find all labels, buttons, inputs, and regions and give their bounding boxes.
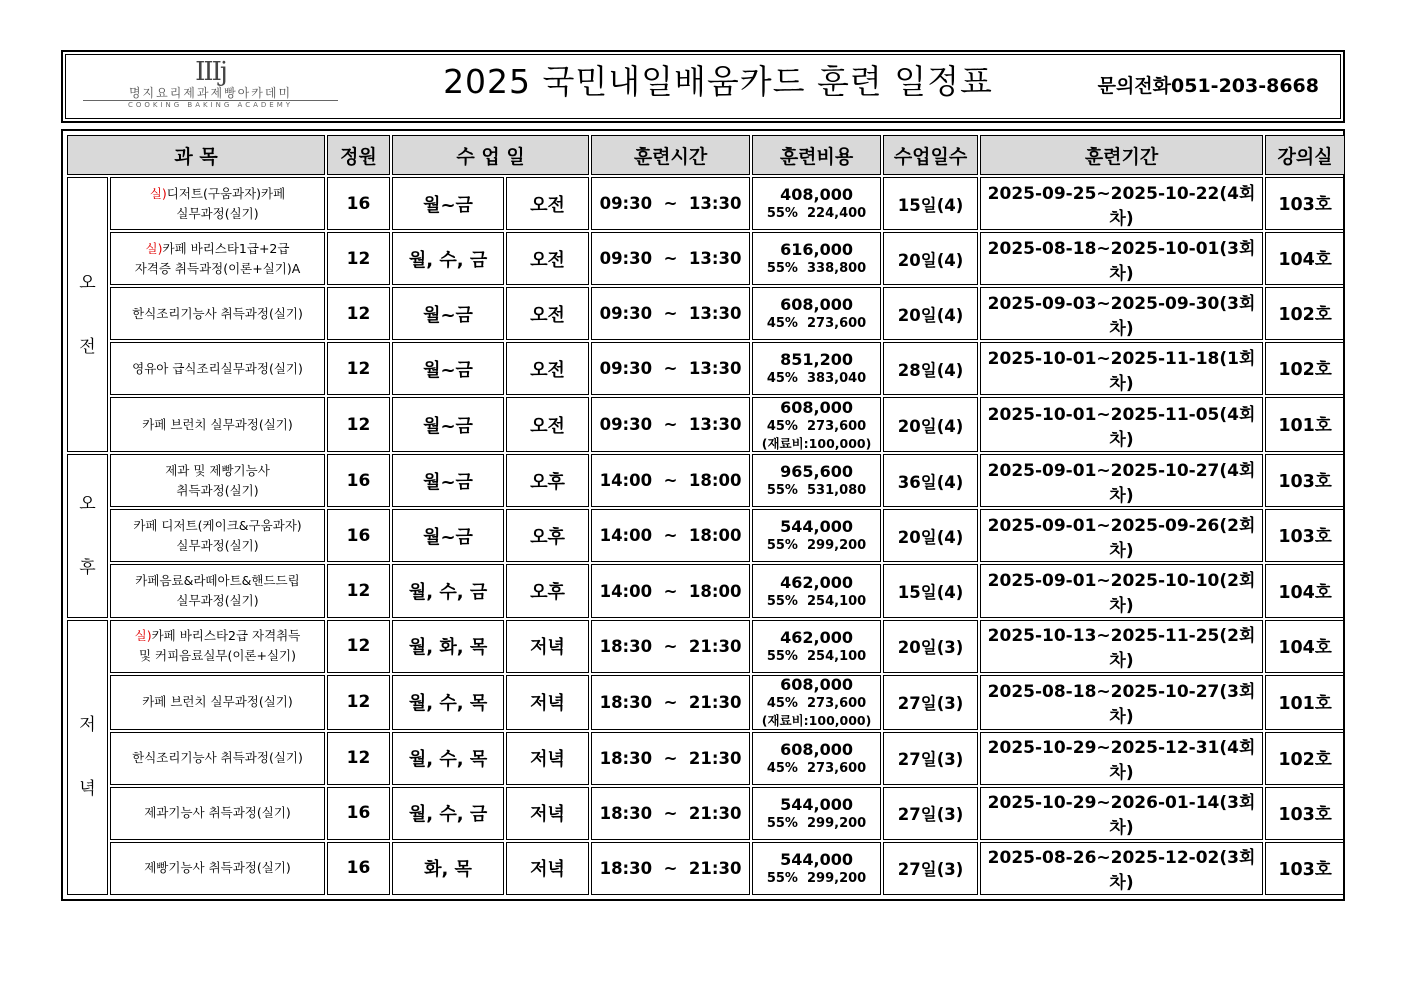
capacity-cell: 12 xyxy=(327,620,390,673)
table-row xyxy=(67,397,1345,452)
course-line2: 실무과정(실기) xyxy=(176,205,259,221)
course-line1: 카페 브런치 실무과정(실기) xyxy=(142,694,293,710)
training-fee-cell xyxy=(752,620,881,673)
time-of-day-cell: 오전 xyxy=(506,342,589,395)
table-row xyxy=(67,454,1345,507)
capacity-cell: 12 xyxy=(327,342,390,395)
course-name xyxy=(110,675,325,730)
period-char: 저 xyxy=(79,715,96,736)
classroom-cell: 104호 xyxy=(1265,620,1345,673)
capacity-cell: 12 xyxy=(327,287,390,340)
fee-full: 544,000 xyxy=(780,517,853,537)
training-fee-cell xyxy=(752,732,881,785)
training-period-cell: 2025-08-18~2025-10-27(3회차) xyxy=(980,675,1263,730)
course-name xyxy=(110,454,325,507)
course-line1: 카페 바리스타1급+2급 xyxy=(162,240,290,256)
period-char: 오 xyxy=(79,272,96,293)
time-of-day-cell: 오전 xyxy=(506,397,589,452)
time-of-day-cell: 저녁 xyxy=(506,842,589,895)
fee-self-pay: 55% 254,100 xyxy=(766,648,867,664)
header-training-fee: 훈련비용 xyxy=(752,135,881,175)
training-period-cell: 2025-09-25~2025-10-22(4회차) xyxy=(980,177,1263,230)
fee-self-pay: 55% 299,200 xyxy=(766,538,867,554)
course-line2: 및 커피음료실무(이론+실기) xyxy=(138,648,297,664)
training-time-cell: 18:30 ~ 21:30 xyxy=(591,842,750,895)
course-line1: 카페 브런치 실무과정(실기) xyxy=(142,416,293,432)
class-count-cell: 15일(4) xyxy=(883,177,978,230)
classroom-cell: 103호 xyxy=(1265,509,1345,562)
course-line1: 카페 바리스타2급 자격취득 xyxy=(151,628,301,644)
class-days-cell: 월, 수, 금 xyxy=(392,787,504,840)
capacity-cell: 12 xyxy=(327,232,390,285)
class-count-cell: 36일(4) xyxy=(883,454,978,507)
fee-full: 851,200 xyxy=(780,350,853,370)
course-name xyxy=(110,787,325,840)
training-period-cell: 2025-09-01~2025-09-26(2회차) xyxy=(980,509,1263,562)
class-days-cell: 월, 수, 금 xyxy=(392,232,504,285)
course-line1: 디저트(구움과자)카페 xyxy=(166,185,286,201)
training-period-cell: 2025-08-18~2025-10-01(3회차) xyxy=(980,232,1263,285)
capacity-cell: 12 xyxy=(327,564,390,617)
header-training-period: 훈련기간 xyxy=(980,135,1263,175)
class-days-cell: 월~금 xyxy=(392,397,504,452)
classroom-cell: 101호 xyxy=(1265,397,1345,452)
fee-full: 462,000 xyxy=(780,627,853,647)
table-row xyxy=(67,842,1345,895)
fee-full: 608,000 xyxy=(780,739,853,759)
training-time-cell: 14:00 ~ 18:00 xyxy=(591,509,750,562)
classroom-cell: 101호 xyxy=(1265,675,1345,730)
training-time-cell: 09:30 ~ 13:30 xyxy=(591,177,750,230)
fee-self-pay: 55% 299,200 xyxy=(766,870,867,886)
period-cell-morning xyxy=(67,177,108,452)
training-time-cell: 09:30 ~ 13:30 xyxy=(591,342,750,395)
training-fee-cell xyxy=(752,564,881,617)
logo-mark: ΙΙΙϳ xyxy=(195,57,226,87)
training-time-cell: 09:30 ~ 13:30 xyxy=(591,287,750,340)
fee-self-pay: 45% 273,600 xyxy=(766,696,867,712)
fee-full: 544,000 xyxy=(780,794,853,814)
fee-full: 462,000 xyxy=(780,572,853,592)
class-count-cell: 20일(4) xyxy=(883,509,978,562)
training-fee-cell xyxy=(752,342,881,395)
fee-self-pay: 45% 273,600 xyxy=(766,316,867,332)
fee-self-pay: 45% 273,600 xyxy=(766,760,867,776)
logo-english-name: COOKING BAKING ACADEMY xyxy=(127,101,294,109)
fee-full: 408,000 xyxy=(780,185,853,205)
training-time-cell: 18:30 ~ 21:30 xyxy=(591,675,750,730)
training-period-cell: 2025-09-03~2025-09-30(3회차) xyxy=(980,287,1263,340)
course-line1: 제과기능사 취득과정(실기) xyxy=(144,805,291,821)
schedule-table xyxy=(65,133,1347,897)
header-training-time: 훈련시간 xyxy=(591,135,750,175)
course-name xyxy=(110,342,325,395)
header-box xyxy=(61,50,1345,123)
class-days-cell: 월, 수, 목 xyxy=(392,675,504,730)
course-line2: 실무과정(실기) xyxy=(176,537,259,553)
table-row xyxy=(67,342,1345,395)
capacity-cell: 16 xyxy=(327,454,390,507)
classroom-cell: 103호 xyxy=(1265,787,1345,840)
training-fee-cell xyxy=(752,675,881,730)
training-time-cell: 18:30 ~ 21:30 xyxy=(591,620,750,673)
training-period-cell: 2025-10-01~2025-11-18(1회차) xyxy=(980,342,1263,395)
period-char: 녁 xyxy=(79,779,96,800)
fee-full: 616,000 xyxy=(780,240,853,260)
class-count-cell: 27일(3) xyxy=(883,842,978,895)
classroom-cell: 102호 xyxy=(1265,732,1345,785)
fee-full: 608,000 xyxy=(780,675,853,695)
capacity-cell: 12 xyxy=(327,675,390,730)
time-of-day-cell: 오후 xyxy=(506,564,589,617)
training-period-cell: 2025-10-01~2025-11-05(4회차) xyxy=(980,397,1263,452)
schedule-table-frame xyxy=(61,129,1345,901)
logo-korean-name: 명지요리제과제빵아카데미 xyxy=(83,86,338,101)
course-line1: 한식조리기능사 취득과정(실기) xyxy=(132,750,303,766)
training-fee-cell xyxy=(752,232,881,285)
course-name xyxy=(110,177,325,230)
training-period-cell: 2025-08-26~2025-12-02(3회차) xyxy=(980,842,1263,895)
capacity-cell: 16 xyxy=(327,842,390,895)
table-row xyxy=(67,620,1345,673)
course-line2: 취득과정(실기) xyxy=(176,482,259,498)
table-row xyxy=(67,232,1345,285)
class-count-cell: 20일(3) xyxy=(883,620,978,673)
fee-self-pay: 55% 299,200 xyxy=(766,815,867,831)
header-class-days: 수 업 일 xyxy=(392,135,589,175)
fee-self-pay: 45% 273,600 xyxy=(766,418,867,434)
table-row xyxy=(67,564,1345,617)
time-of-day-cell: 저녁 xyxy=(506,787,589,840)
course-name xyxy=(110,620,325,673)
training-time-cell: 14:00 ~ 18:00 xyxy=(591,564,750,617)
class-count-cell: 20일(4) xyxy=(883,397,978,452)
course-line1: 제빵기능사 취득과정(실기) xyxy=(144,860,291,876)
academy-logo xyxy=(83,58,338,114)
classroom-cell: 103호 xyxy=(1265,177,1345,230)
capacity-cell: 16 xyxy=(327,787,390,840)
course-name xyxy=(110,732,325,785)
class-days-cell: 월, 수, 목 xyxy=(392,732,504,785)
training-period-cell: 2025-09-01~2025-10-10(2회차) xyxy=(980,564,1263,617)
capacity-cell: 16 xyxy=(327,509,390,562)
training-period-cell: 2025-09-01~2025-10-27(4회차) xyxy=(980,454,1263,507)
time-of-day-cell: 오후 xyxy=(506,454,589,507)
schedule-body xyxy=(67,177,1345,895)
training-fee-cell xyxy=(752,509,881,562)
training-time-cell: 14:00 ~ 18:00 xyxy=(591,454,750,507)
capacity-cell: 12 xyxy=(327,397,390,452)
class-count-cell: 15일(4) xyxy=(883,564,978,617)
fee-self-pay: 55% 531,080 xyxy=(766,483,867,499)
table-row xyxy=(67,177,1345,230)
course-name xyxy=(110,842,325,895)
classroom-cell: 104호 xyxy=(1265,564,1345,617)
period-cell-evening xyxy=(67,620,108,895)
period-char: 후 xyxy=(79,557,96,578)
course-line1: 카페음료&라떼아트&핸드드립 xyxy=(135,573,300,589)
classroom-cell: 103호 xyxy=(1265,454,1345,507)
classroom-cell: 103호 xyxy=(1265,842,1345,895)
class-days-cell: 월, 수, 금 xyxy=(392,564,504,617)
course-line1: 제과 및 제빵기능사 xyxy=(165,462,270,478)
training-fee-cell xyxy=(752,454,881,507)
time-of-day-cell: 저녁 xyxy=(506,675,589,730)
material-fee-note: (재료비:100,000) xyxy=(761,435,872,451)
table-row xyxy=(67,787,1345,840)
fee-self-pay: 55% 224,400 xyxy=(766,206,867,222)
training-fee-cell xyxy=(752,177,881,230)
training-fee-cell xyxy=(752,287,881,340)
fee-self-pay: 45% 383,040 xyxy=(766,371,867,387)
class-count-cell: 27일(3) xyxy=(883,732,978,785)
header-course: 과 목 xyxy=(67,135,325,175)
class-days-cell: 월, 화, 목 xyxy=(392,620,504,673)
header-row xyxy=(67,135,1345,175)
training-time-cell: 09:30 ~ 13:30 xyxy=(591,397,750,452)
course-line1: 한식조리기능사 취득과정(실기) xyxy=(132,305,303,321)
course-line1: 영유아 급식조리실무과정(실기) xyxy=(132,360,303,376)
class-count-cell: 20일(4) xyxy=(883,232,978,285)
time-of-day-cell: 오전 xyxy=(506,232,589,285)
time-of-day-cell: 저녁 xyxy=(506,620,589,673)
period-cell-afternoon xyxy=(67,454,108,617)
classroom-cell: 102호 xyxy=(1265,342,1345,395)
contact-phone: 문의전화051-203-8668 xyxy=(1097,75,1319,97)
class-days-cell: 월~금 xyxy=(392,509,504,562)
period-char: 오 xyxy=(79,493,96,514)
table-row xyxy=(67,509,1345,562)
table-row xyxy=(67,287,1345,340)
header-classroom: 강의실 xyxy=(1265,135,1345,175)
page-title: 2025 국민내일배움카드 훈련 일정표 xyxy=(443,62,993,101)
class-count-cell: 27일(3) xyxy=(883,675,978,730)
class-count-cell: 27일(3) xyxy=(883,787,978,840)
time-of-day-cell: 오전 xyxy=(506,287,589,340)
training-period-cell: 2025-10-29~2025-12-31(4회차) xyxy=(980,732,1263,785)
training-period-cell: 2025-10-29~2026-01-14(3회차) xyxy=(980,787,1263,840)
training-period-cell: 2025-10-13~2025-11-25(2회차) xyxy=(980,620,1263,673)
fee-full: 544,000 xyxy=(780,849,853,869)
training-time-cell: 09:30 ~ 13:30 xyxy=(591,232,750,285)
training-fee-cell xyxy=(752,397,881,452)
course-name xyxy=(110,287,325,340)
time-of-day-cell: 오전 xyxy=(506,177,589,230)
fee-self-pay: 55% 254,100 xyxy=(766,593,867,609)
course-name xyxy=(110,509,325,562)
practice-prefix: 실) xyxy=(149,185,167,201)
fee-self-pay: 55% 338,800 xyxy=(766,261,867,277)
training-time-cell: 18:30 ~ 21:30 xyxy=(591,787,750,840)
course-name xyxy=(110,564,325,617)
training-fee-cell xyxy=(752,787,881,840)
class-days-cell: 월~금 xyxy=(392,287,504,340)
class-count-cell: 28일(4) xyxy=(883,342,978,395)
class-days-cell: 월~금 xyxy=(392,342,504,395)
fee-full: 965,600 xyxy=(780,462,853,482)
practice-prefix: 실) xyxy=(134,628,152,644)
training-time-cell: 18:30 ~ 21:30 xyxy=(591,732,750,785)
fee-full: 608,000 xyxy=(780,397,853,417)
classroom-cell: 104호 xyxy=(1265,232,1345,285)
header-class-count: 수업일수 xyxy=(883,135,978,175)
practice-prefix: 실) xyxy=(145,240,163,256)
classroom-cell: 102호 xyxy=(1265,287,1345,340)
class-days-cell: 월~금 xyxy=(392,454,504,507)
time-of-day-cell: 오후 xyxy=(506,509,589,562)
course-line2: 실무과정(실기) xyxy=(176,593,259,609)
table-row xyxy=(67,732,1345,785)
period-char: 전 xyxy=(79,336,96,357)
class-days-cell: 화, 목 xyxy=(392,842,504,895)
course-line1: 카페 디저트(케이크&구움과자) xyxy=(133,517,302,533)
table-row xyxy=(67,675,1345,730)
capacity-cell: 12 xyxy=(327,732,390,785)
course-name xyxy=(110,232,325,285)
class-count-cell: 20일(4) xyxy=(883,287,978,340)
course-line2: 자격증 취득과정(이론+실기)A xyxy=(134,260,301,276)
course-name xyxy=(110,397,325,452)
training-fee-cell xyxy=(752,842,881,895)
time-of-day-cell: 저녁 xyxy=(506,732,589,785)
fee-full: 608,000 xyxy=(780,295,853,315)
material-fee-note: (재료비:100,000) xyxy=(761,713,872,729)
capacity-cell: 16 xyxy=(327,177,390,230)
header-capacity: 정원 xyxy=(327,135,390,175)
class-days-cell: 월~금 xyxy=(392,177,504,230)
